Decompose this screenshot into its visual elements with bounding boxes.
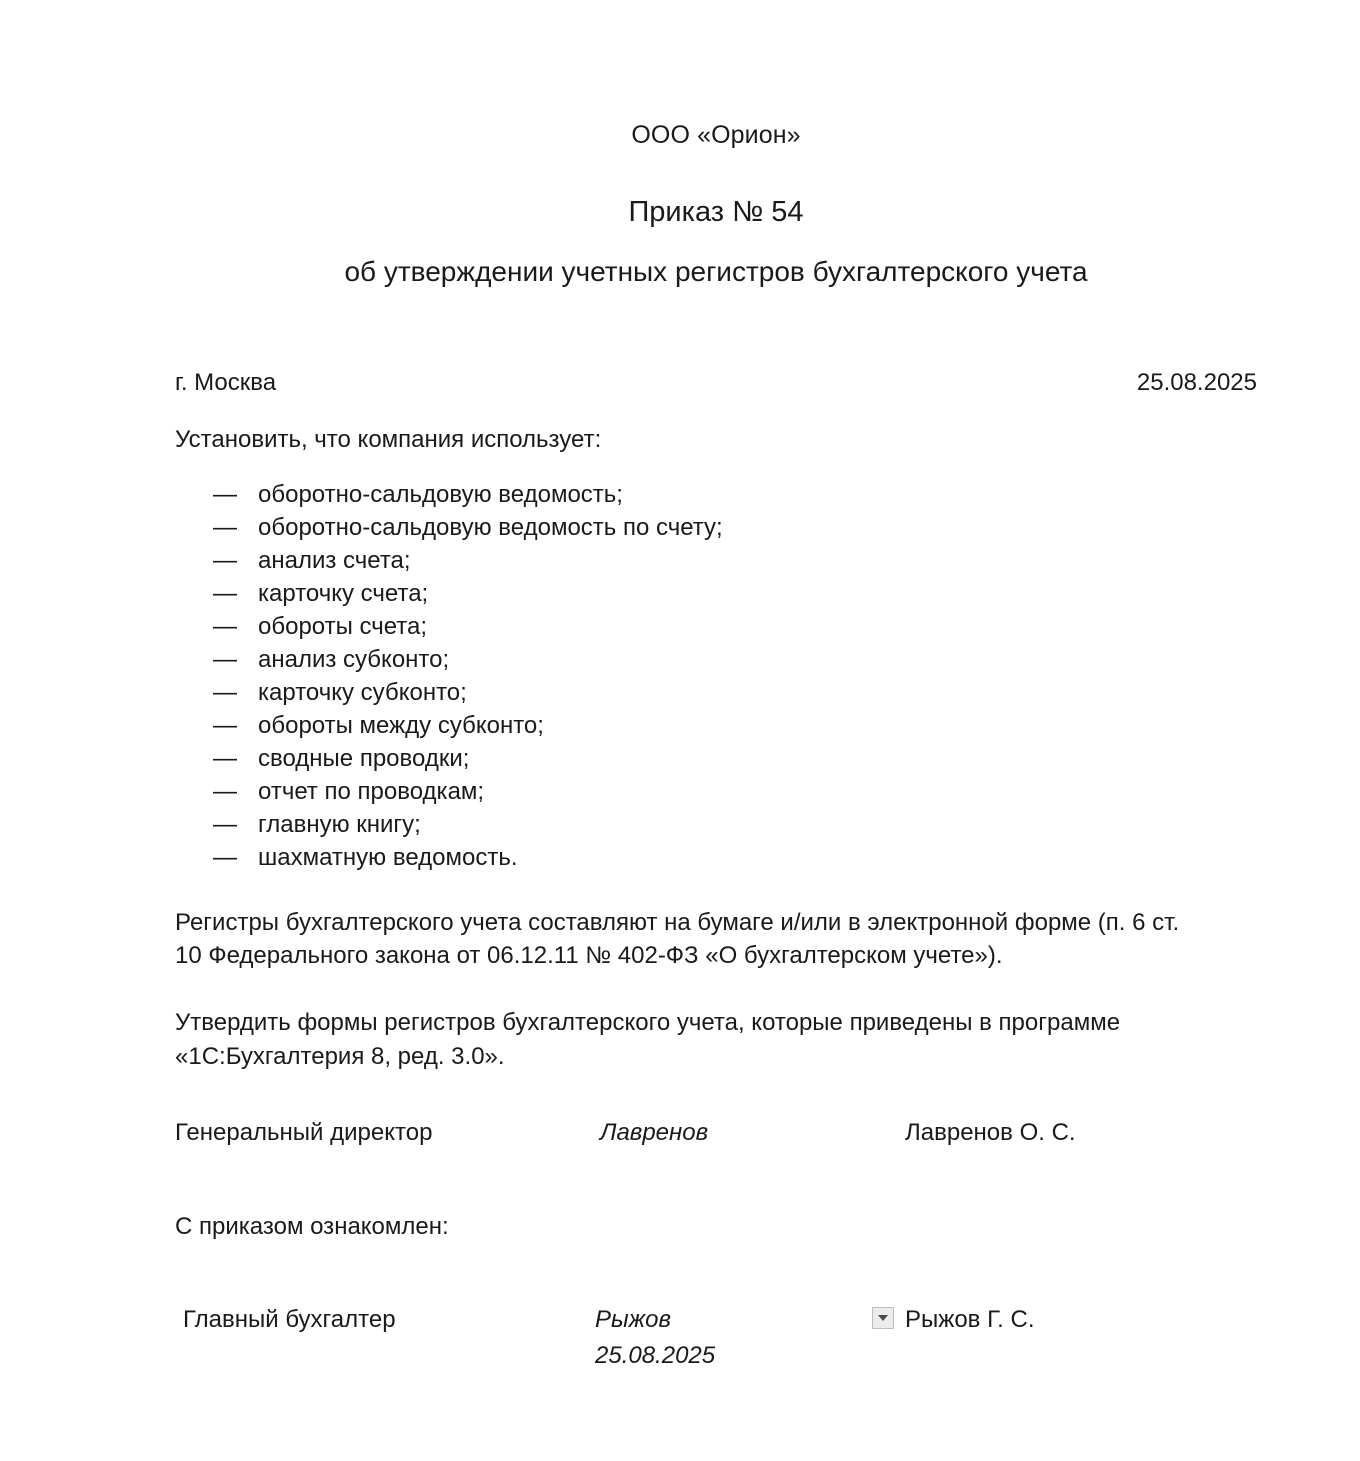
accountant-name: Рыжов Г. С. (905, 1305, 1035, 1333)
document-body (175, 0, 1257, 1369)
dash-marker: — (213, 844, 237, 872)
director-name: Лавренов О. С. (905, 1118, 1076, 1146)
document-date: 25.08.2025 (1136, 368, 1257, 396)
list-item (175, 511, 1257, 544)
list-item (175, 610, 1257, 643)
list-item-label: сводные проводки; (258, 745, 470, 773)
place-and-date-line (175, 369, 1257, 397)
page-title: Приказ № 54 (628, 196, 804, 228)
list-item (175, 841, 1257, 874)
dash-marker: — (213, 811, 237, 839)
paragraph-approve-forms: Утвердить формы регистров бухгалтерского учета, которые приведены в программе «1С:Бухгалтерия 8, ред. 3.0». (175, 1009, 1121, 1070)
dash-marker: — (213, 547, 237, 575)
list-item (175, 709, 1257, 742)
director-signature: Лавренов (600, 1118, 709, 1146)
list-item-label: отчет по проводкам; (258, 778, 485, 806)
list-item-label: обороты между субконто; (258, 712, 544, 740)
dash-marker: — (213, 778, 237, 806)
list-item-label: карточку субконто; (258, 679, 467, 707)
dash-marker: — (213, 514, 237, 542)
dash-marker: — (213, 712, 237, 740)
list-item-label: шахматную ведомость. (258, 844, 518, 872)
city-label: г. Москва (175, 368, 277, 396)
accountant-signature (595, 1304, 715, 1371)
dash-marker: — (213, 481, 237, 509)
accountant-signature-date: 25.08.2025 (595, 1342, 716, 1369)
list-item-label: карточку счета; (258, 580, 429, 608)
dash-marker: — (213, 646, 237, 674)
dash-marker: — (213, 679, 237, 707)
page-subtitle: об утверждении учетных регистров бухгалтерского учета (344, 255, 1088, 287)
organization-name: ООО «Орион» (631, 121, 801, 149)
list-item-label: обороты счета; (258, 613, 428, 641)
accountant-role-label: Главный бухгалтер (183, 1305, 396, 1333)
dash-marker: — (213, 613, 237, 641)
list-item-label: анализ счета; (258, 547, 411, 575)
list-item (175, 577, 1257, 610)
list-item-label: анализ субконто; (258, 646, 450, 674)
accountant-signature-name: Рыжов (595, 1305, 672, 1333)
list-item-label: оборотно-сальдовую ведомость; (258, 481, 623, 509)
intro-text: Установить, что компания использует: (175, 425, 602, 453)
list-item-label: главную книгу; (258, 811, 421, 839)
chevron-down-icon[interactable] (872, 1307, 894, 1329)
list-item (175, 742, 1257, 775)
list-item (175, 544, 1257, 577)
signature-row-accountant (175, 1304, 1257, 1369)
list-item (175, 478, 1257, 511)
registers-list (175, 478, 1257, 874)
dash-marker: — (213, 580, 237, 608)
paragraph-law-reference: Регистры бухгалтерского учета составляют на бумаге и/или в электронной форме (п. 6 ст. 10 Федерального закона от 06.12.11 № 402-ФЗ «О бухгалтерском учете»). (175, 909, 1180, 970)
list-item (175, 808, 1257, 841)
director-role-label: Генеральный директор (175, 1118, 433, 1146)
dash-marker: — (213, 745, 237, 773)
list-item-label: оборотно-сальдовую ведомость по счету; (258, 514, 723, 542)
list-item (175, 775, 1257, 808)
acknowledgement-label: С приказом ознакомлен: (175, 1212, 449, 1240)
list-item (175, 643, 1257, 676)
list-item (175, 676, 1257, 709)
signature-row-director (175, 1117, 1257, 1151)
triangle-glyph (878, 1315, 888, 1321)
